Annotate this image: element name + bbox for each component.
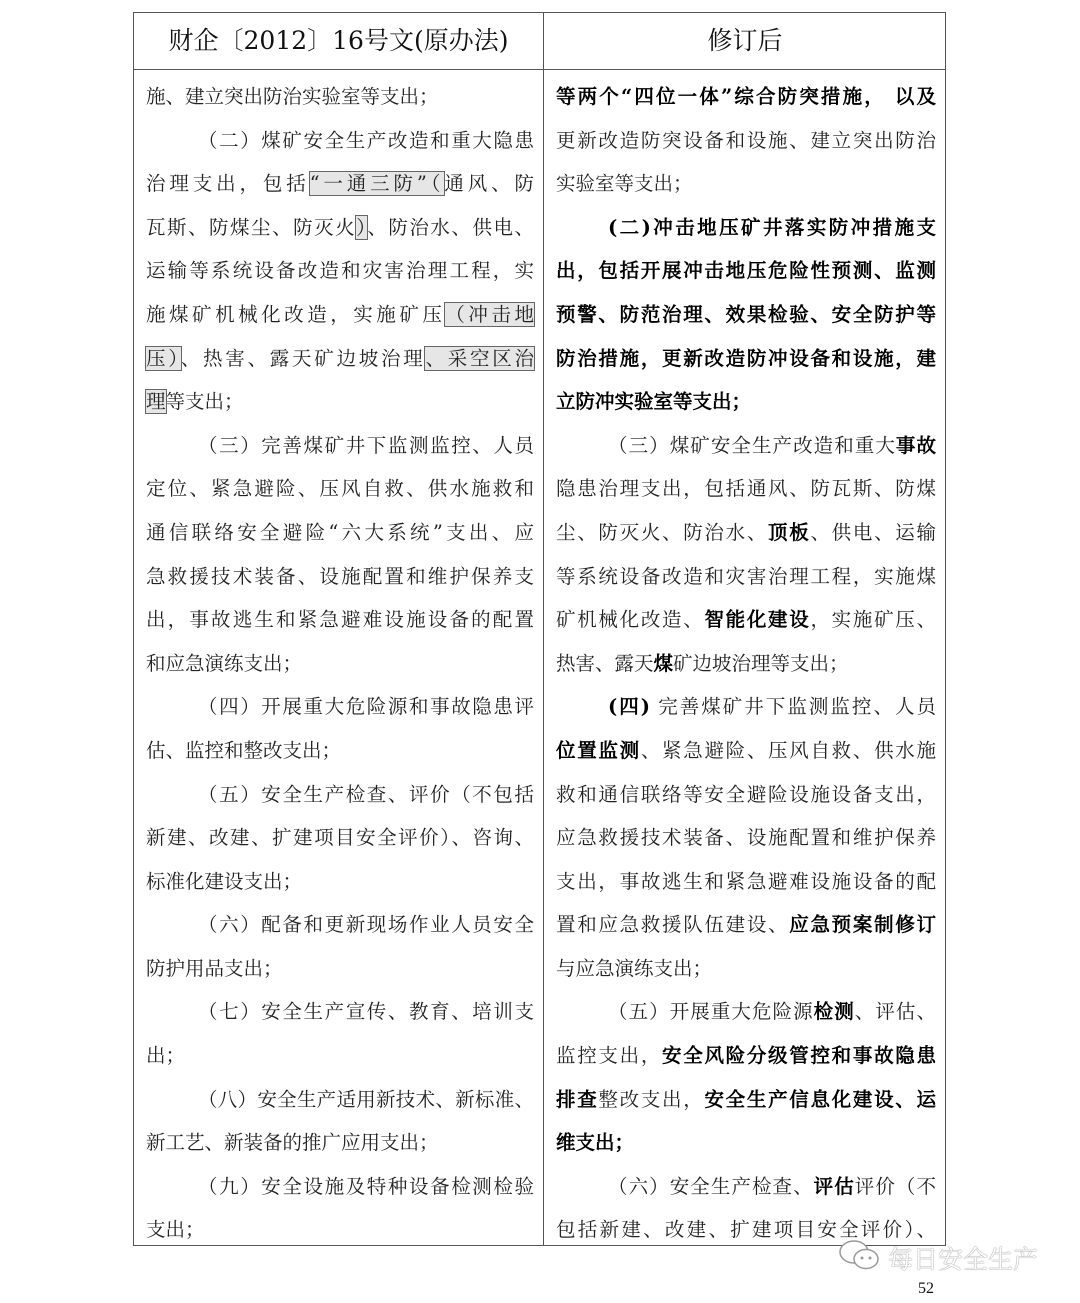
text-segment: 防护用品支出； <box>146 956 283 980</box>
text-line <box>146 162 534 206</box>
text-segment: （四）开展重大危险源和事故隐患评 <box>198 695 534 719</box>
text-line <box>556 511 936 555</box>
text-line <box>556 1121 936 1165</box>
text-segment: 更新改造防突设备和设施、建立突出防治 <box>556 128 936 152</box>
text-segment: 、防治水、供电、 <box>367 215 534 239</box>
text-segment: 监控支出， <box>556 1044 663 1068</box>
bold-revision-text: 位置监测 <box>556 738 641 762</box>
text-line <box>146 424 534 468</box>
text-segment: （三）完善煤矿井下监测监控、人员 <box>198 433 534 457</box>
text-line <box>556 467 936 511</box>
bold-revision-text: 智能化建设 <box>704 608 811 632</box>
text-line <box>146 903 534 947</box>
text-line <box>146 773 534 817</box>
text-line <box>146 816 534 860</box>
text-line <box>556 860 936 904</box>
watermark <box>838 1238 1038 1278</box>
text-segment: 标准化建设支出； <box>146 869 303 893</box>
text-line <box>556 1078 936 1122</box>
text-line <box>146 1121 534 1165</box>
text-segment: 支出； <box>146 1218 205 1242</box>
text-segment: （三）煤矿安全生产改造和重大 <box>608 433 896 457</box>
bold-revision-text: 煤 <box>653 651 674 675</box>
text-line <box>146 642 534 686</box>
bold-revision-text: 检测 <box>813 1000 855 1024</box>
text-segment: 应急救援技术装备、设施配置和维护保养 <box>556 826 936 850</box>
bold-revision-text: 等两个“四位一体”综合防突措施， 以及 <box>556 85 936 108</box>
bold-revision-text: 安全风险分级管控和事故隐患 <box>662 1044 936 1068</box>
text-segment: 实验室等支出； <box>556 172 693 196</box>
text-line <box>146 511 534 555</box>
header-original: 财企〔2012〕16号文(原办法) <box>168 26 509 55</box>
text-segment: 置和应急救援队伍建设、 <box>556 913 790 937</box>
highlighted-text: 、采空区治 <box>425 346 534 370</box>
highlighted-text: ） <box>356 215 368 239</box>
text-line <box>556 337 936 381</box>
text-line <box>556 119 936 163</box>
text-segment: 施煤矿机械化改造，实施矿压 <box>146 302 446 326</box>
text-line <box>146 1034 534 1078</box>
text-segment: 评价（不 <box>854 1174 936 1198</box>
text-segment: 矿边坡治理等支出； <box>673 651 849 675</box>
text-line <box>556 249 936 293</box>
text-line <box>146 729 534 773</box>
text-segment: （九）安全设施及特种设备检测检验 <box>198 1174 534 1198</box>
text-line <box>146 75 534 119</box>
text-segment: 出； <box>146 1044 186 1068</box>
bold-revision-text: (四) <box>608 695 650 719</box>
text-line <box>146 206 534 250</box>
comparison-table <box>133 12 946 1246</box>
text-line <box>146 467 534 511</box>
text-line <box>146 860 534 904</box>
text-segment: 支出，事故逃生和紧急避难设施设备的配 <box>556 869 936 893</box>
text-line <box>556 162 936 206</box>
text-line <box>146 380 534 424</box>
text-segment: 和应急演练支出； <box>146 651 303 675</box>
text-line <box>556 990 936 1034</box>
bold-revision-text: 应急预案制修订 <box>789 913 936 937</box>
text-line <box>146 555 534 599</box>
text-segment: 隐患治理支出，包括通风、防瓦斯、防煤 <box>556 477 936 501</box>
text-segment: 定位、紧急避险、压风自救、供水施救和 <box>146 477 534 501</box>
text-segment: （二）煤矿安全生产改造和重大隐患 <box>198 128 534 152</box>
text-line <box>556 75 936 119</box>
text-segment: 、评估、 <box>854 1000 936 1024</box>
text-segment: 包括新建、改建、扩建项目安全评价）、 <box>556 1218 936 1242</box>
text-segment: 、供电、运输 <box>810 520 936 544</box>
text-line <box>556 424 936 468</box>
text-segment: 估、监控和整改支出； <box>146 738 342 762</box>
text-segment: 、热害、露天矿边坡治理 <box>180 346 426 370</box>
highlighted-text: （冲击地 <box>445 302 534 326</box>
text-segment: 出，事故逃生和紧急避难设施设备的配置 <box>146 608 534 632</box>
text-segment: 热害、露天 <box>556 651 654 675</box>
text-segment: 通信联络安全避险“六大系统”支出、应 <box>146 520 534 544</box>
text-segment: 施、建立突出防治实验室等支出； <box>146 85 439 108</box>
text-line <box>556 598 936 642</box>
text-line <box>556 206 936 250</box>
text-segment: （六）安全生产检查、 <box>608 1174 814 1198</box>
revised-text-column <box>556 75 936 1252</box>
header-revised: 修订后 <box>707 26 783 55</box>
page-number: 52 <box>918 1280 934 1297</box>
wechat-icon <box>838 1238 882 1278</box>
text-line <box>556 1165 936 1209</box>
text-segment: 完善煤矿井下监测监控、人员 <box>650 695 936 719</box>
text-segment: （七）安全生产宣传、教育、培训支 <box>198 1000 534 1024</box>
text-line <box>556 816 936 860</box>
text-line <box>146 947 534 991</box>
highlighted-text: “一通三防”（ <box>309 172 445 196</box>
text-line <box>556 729 936 773</box>
bold-revision-text: 出，包括开展冲击地压危险性预测、监测 <box>556 259 936 283</box>
text-line <box>146 293 534 337</box>
text-line <box>556 642 936 686</box>
text-line <box>556 773 936 817</box>
bold-revision-text: (二)冲击地压矿井落实防冲措施支 <box>608 215 936 239</box>
text-line <box>146 337 534 381</box>
bold-revision-text: 排查 <box>556 1087 599 1111</box>
bold-revision-text: 事故 <box>895 433 936 457</box>
text-segment: 、紧急避险、压风自救、供水施 <box>640 738 936 762</box>
text-segment: 等支出； <box>165 390 244 414</box>
text-line <box>146 685 534 729</box>
bold-revision-text: 维支出； <box>556 1131 635 1155</box>
text-segment: 瓦斯、防煤尘、防灭火 <box>146 215 357 239</box>
text-segment: 治理支出，包括 <box>146 172 310 196</box>
text-line <box>556 293 936 337</box>
text-line <box>556 380 936 424</box>
original-text-column <box>146 75 534 1252</box>
text-segment: 救和通信联络等安全避险设施设备支出， <box>556 782 936 806</box>
text-line <box>556 947 936 991</box>
text-line <box>146 249 534 293</box>
text-line <box>146 598 534 642</box>
text-segment: 矿机械化改造、 <box>556 608 705 632</box>
text-line <box>556 685 936 729</box>
text-line <box>556 903 936 947</box>
bold-revision-text: 顶板 <box>768 520 811 544</box>
text-segment: ，实施矿压、 <box>810 608 936 632</box>
bold-revision-text: 预警、防范治理、效果检验、安全防护等 <box>556 302 936 326</box>
text-segment: 急救援技术装备、设施配置和维护保养支 <box>146 564 534 588</box>
bold-revision-text: 立防冲实验室等支出； <box>556 390 752 414</box>
column-divider <box>543 13 544 1245</box>
text-segment: 新工艺、新装备的推广应用支出； <box>146 1131 439 1155</box>
text-segment: （五）开展重大危险源 <box>608 1000 814 1024</box>
text-segment: 新建、改建、扩建项目安全评价）、咨询、 <box>146 826 534 850</box>
bold-revision-text: 评估 <box>813 1174 855 1198</box>
text-segment: 整改支出， <box>598 1087 705 1111</box>
text-segment: 与应急演练支出； <box>556 956 713 980</box>
text-line <box>146 990 534 1034</box>
text-line <box>146 1078 534 1122</box>
text-segment: 通风、防 <box>444 172 534 196</box>
text-segment: （八）安全生产适用新技术、新标准、 <box>198 1087 534 1111</box>
text-segment: （六）配备和更新现场作业人员安全 <box>198 913 534 937</box>
highlighted-text: 理 <box>146 390 166 414</box>
text-line <box>146 1165 534 1209</box>
bold-revision-text: 防治措施，更新改造防冲设备和设施，建 <box>556 346 936 370</box>
text-segment: 等系统设备改造和灾害治理工程，实施煤 <box>556 564 936 588</box>
text-line <box>556 1034 936 1078</box>
text-line <box>146 119 534 163</box>
text-line <box>556 555 936 599</box>
header-divider <box>134 69 945 70</box>
text-segment: （五）安全生产检查、评价（不包括 <box>198 782 534 806</box>
highlighted-text: 压） <box>146 346 181 370</box>
text-segment: 尘、防灭火、防治水、 <box>556 520 769 544</box>
text-segment: 运输等系统设备改造和灾害治理工程，实 <box>146 259 534 283</box>
text-line <box>146 1208 534 1252</box>
watermark-text: 每日安全生产 <box>888 1245 1039 1274</box>
bold-revision-text: 安全生产信息化建设、运 <box>704 1087 936 1111</box>
